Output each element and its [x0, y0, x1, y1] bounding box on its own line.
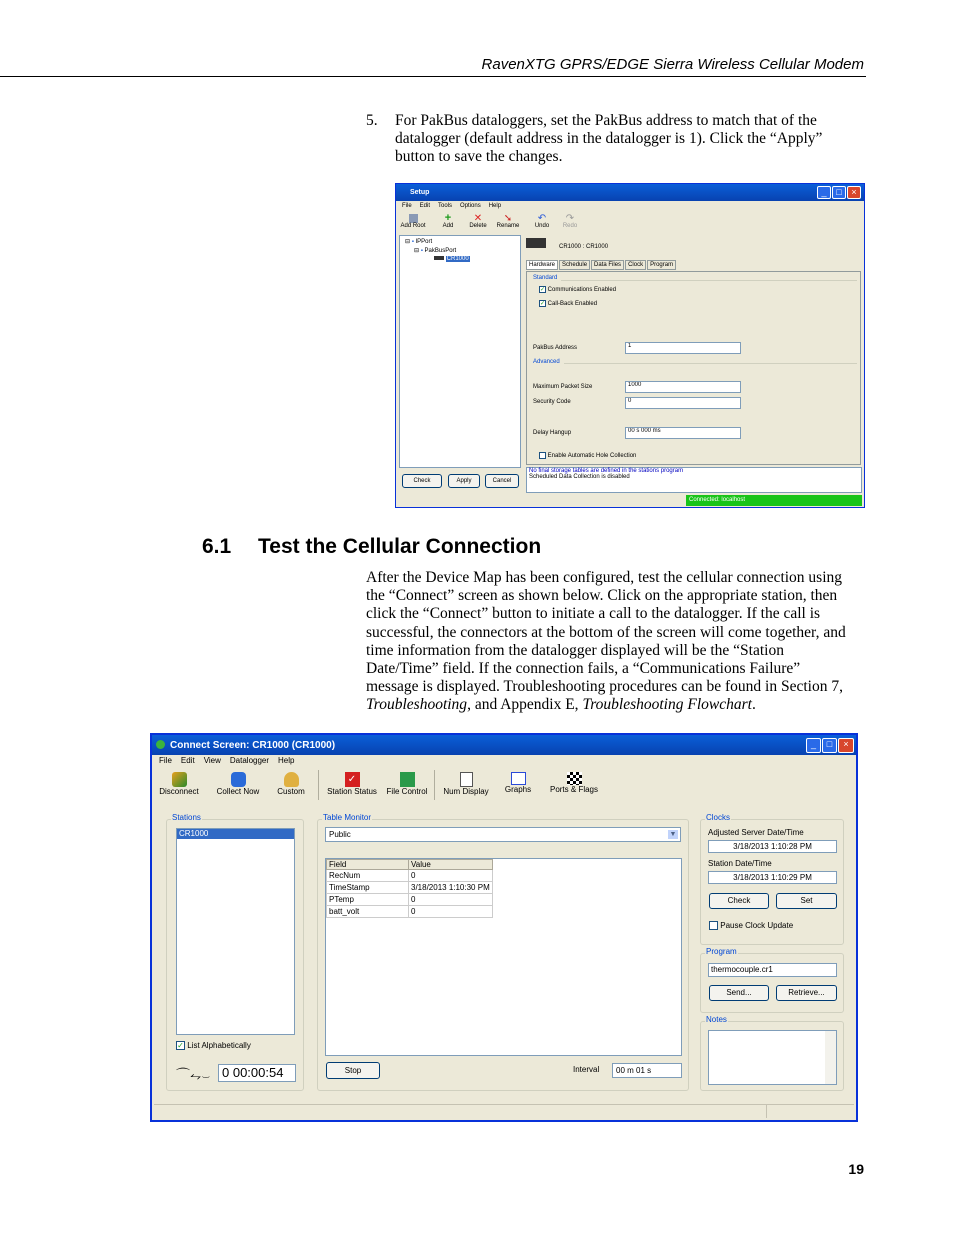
app-icon	[156, 740, 165, 749]
field-cell: RecNum	[327, 870, 409, 882]
collect-icon	[231, 772, 246, 787]
device-label: CR1000 : CR1000	[559, 244, 609, 250]
connect-window	[150, 733, 858, 1122]
toolbar-label: Undo	[534, 223, 550, 229]
callback-enabled-checkbox[interactable]	[539, 300, 597, 307]
divider	[561, 280, 857, 281]
toolbar-separator	[434, 770, 435, 800]
check-button[interactable]: Check	[402, 474, 442, 488]
maximize-icon[interactable]: □	[822, 738, 837, 753]
notes-textarea[interactable]	[708, 1030, 837, 1085]
divider	[564, 363, 857, 364]
max-packet-label: Maximum Packet Size	[533, 384, 593, 390]
body-line: time information from the datalogger displayed will be the “Station	[366, 641, 784, 659]
field-cell: TimeStamp	[327, 882, 409, 894]
plus-icon: +	[444, 212, 452, 224]
section-heading	[202, 535, 541, 559]
station-datetime-label: Station Date/Time	[708, 859, 772, 868]
checkbox-label: List Alphabetically	[187, 1041, 251, 1050]
rename-button[interactable]	[494, 214, 522, 229]
comm-enabled-checkbox[interactable]	[539, 286, 616, 293]
menu-file[interactable]: File	[159, 756, 172, 765]
delay-hangup-spinner[interactable]	[625, 427, 741, 439]
security-code-input[interactable]: 0	[625, 397, 741, 409]
column-header-value[interactable]: Value	[409, 860, 493, 870]
delay-hangup-label: Delay Hangup	[533, 430, 572, 436]
program-group	[700, 953, 844, 1013]
tab-schedule[interactable]: Schedule	[559, 260, 590, 270]
toolbar-label: Rename	[496, 223, 520, 229]
table-header-row	[327, 860, 493, 870]
step5-line: datalogger (default address in the datalogger is 1). Click the “Apply”	[395, 130, 823, 148]
step5-line: For PakBus dataloggers, set the PakBus address to match that of the	[395, 112, 817, 129]
datalogger-icon	[526, 238, 546, 248]
graphs-button[interactable]	[498, 772, 538, 794]
tree-label: PakBusPort	[424, 248, 457, 254]
add-root-icon	[409, 214, 418, 223]
table-row[interactable]	[327, 870, 493, 882]
list-alphabetically-checkbox[interactable]	[176, 1041, 251, 1050]
add-root-button[interactable]	[399, 214, 427, 229]
custom-button[interactable]	[272, 772, 310, 796]
file-control-icon	[400, 772, 415, 787]
adjusted-server-time: 3/18/2013 1:10:28 PM	[708, 840, 837, 853]
status-divider	[766, 1105, 767, 1118]
toolbar-label: Graphs	[504, 785, 532, 794]
toolbar-label: File Control	[386, 787, 428, 796]
station-status-icon: ✓	[345, 772, 360, 787]
delete-button[interactable]	[464, 214, 492, 229]
toolbar-label: Num Display	[443, 787, 489, 796]
interval-spinner[interactable]	[612, 1063, 682, 1078]
menu-edit[interactable]: Edit	[419, 203, 431, 209]
notes-label: Notes	[706, 1015, 727, 1024]
pause-clock-checkbox[interactable]	[709, 921, 793, 930]
checkbox-icon: ✓	[177, 1041, 184, 1051]
body-paragraph	[366, 569, 846, 715]
value-cell: 3/18/2013 1:10:30 PM	[409, 882, 493, 894]
toolbar-label: Disconnect	[159, 787, 199, 796]
checkbox-label: Pause Clock Update	[720, 921, 794, 930]
menu-options[interactable]: Options	[460, 203, 481, 209]
redo-icon: ↷	[565, 213, 575, 224]
delay-hangup-value: 00 s 000 ms	[628, 428, 661, 434]
checkbox-label: Enable Automatic Hole Collection	[547, 453, 637, 460]
undo-icon: ↶	[537, 213, 547, 224]
toolbar-label: Custom	[277, 787, 305, 796]
checkbox-label: Communications Enabled	[547, 287, 617, 294]
cancel-button[interactable]: Cancel	[485, 474, 519, 488]
field-cell: PTemp	[327, 894, 409, 906]
tab-clock[interactable]: Clock	[625, 260, 646, 270]
italic-reference: Troubleshooting Flowchart	[582, 696, 752, 714]
close-icon[interactable]: ×	[838, 738, 854, 753]
body-text: .	[751, 696, 756, 714]
add-button[interactable]	[434, 214, 462, 229]
num-display-icon	[460, 772, 473, 787]
rename-icon: ➘	[503, 213, 513, 224]
scrollbar[interactable]	[825, 1031, 836, 1084]
italic-reference: Troubleshooting	[366, 696, 468, 714]
connector-icon: ⌒⥊⌣	[176, 1067, 211, 1083]
tree-label: IPPort	[415, 239, 433, 245]
tab-strip	[526, 260, 676, 270]
setup-titlebar	[396, 184, 864, 201]
toolbar-label: Station Status	[327, 787, 377, 796]
custom-icon	[284, 772, 299, 787]
connect-title: Connect Screen: CR1000 (CR1000)	[170, 739, 336, 751]
pakbus-address-input[interactable]: 1	[625, 342, 741, 354]
minimize-icon[interactable]: _	[817, 186, 831, 199]
retrieve-button[interactable]: Retrieve...	[776, 985, 837, 1001]
checkbox-label: Call-Back Enabled	[547, 301, 598, 308]
menu-file[interactable]: File	[402, 203, 412, 209]
checkbox-icon	[539, 452, 546, 459]
apply-button[interactable]: Apply	[448, 474, 480, 488]
step-number: 5.	[366, 112, 378, 129]
collect-now-button[interactable]	[214, 772, 262, 796]
tree-label: CR1000	[446, 256, 469, 262]
body-line: message is displayed. Troubleshooting procedures can be found in Section 7,	[366, 678, 843, 696]
connection-status: Connected: localhost	[686, 495, 862, 506]
table-monitor-grid	[325, 858, 682, 1056]
field-cell: batt_volt	[327, 906, 409, 918]
send-button[interactable]: Send...	[709, 985, 769, 1001]
step5-text	[395, 112, 822, 167]
message-box	[526, 467, 862, 493]
toolbar-label: Delete	[469, 223, 487, 229]
menu-datalogger[interactable]: Datalogger	[229, 756, 270, 765]
hole-collection-checkbox[interactable]	[539, 452, 636, 459]
body-line: Date/Time” field. If the connection fails, a “Communications Failure”	[366, 660, 801, 678]
file-control-button[interactable]	[382, 772, 432, 796]
check-button[interactable]: Check	[709, 893, 769, 909]
toolbar-label: Add Root	[400, 223, 426, 229]
pakbus-address-label: PakBus Address	[533, 345, 578, 351]
tree-item-ipport[interactable]: ⊟ ▪ IPPort	[405, 239, 433, 245]
tree-item-pakbusport[interactable]: ⊟ ▪ PakBusPort	[414, 248, 457, 254]
menu-help[interactable]: Help	[488, 203, 502, 209]
body-text: , and Appendix E,	[467, 696, 583, 714]
tab-data-files[interactable]: Data Files	[591, 260, 624, 270]
setup-title: Setup	[410, 189, 430, 196]
elapsed-timer: 0 00:00:54	[218, 1064, 296, 1082]
value-cell: 0	[409, 906, 493, 918]
page-number: 19	[848, 1161, 864, 1177]
close-icon[interactable]: ×	[847, 186, 861, 199]
checkbox-icon: ✓	[540, 301, 546, 307]
message-line: No final storage tables are defined in the stations program	[529, 468, 684, 474]
value-cell: 0	[409, 870, 493, 882]
value-cell: 0	[409, 894, 493, 906]
body-line	[366, 696, 846, 714]
data-table	[326, 859, 493, 918]
toolbar-label: Add	[442, 223, 454, 229]
setup-window	[395, 183, 865, 508]
adjusted-server-label: Adjusted Server Date/Time	[708, 828, 804, 837]
interval-value: 00 m 01 s	[616, 1066, 652, 1075]
station-status-button[interactable]	[324, 772, 380, 796]
advanced-label: Advanced	[533, 359, 560, 365]
set-button[interactable]: Set	[776, 893, 837, 909]
table-select[interactable]	[325, 827, 681, 842]
connect-titlebar	[152, 735, 856, 755]
plug-icon	[172, 772, 187, 787]
tree-item-cr1000[interactable]	[434, 256, 470, 262]
menu-view[interactable]: View	[203, 756, 221, 765]
table-select-value: Public	[329, 830, 351, 839]
toolbar-label: Redo	[562, 223, 578, 229]
table-monitor-label: Table Monitor	[323, 813, 372, 822]
security-code-label: Security Code	[533, 399, 571, 405]
chevron-down-icon[interactable]: ▼	[667, 829, 679, 840]
toolbar-separator	[318, 770, 319, 800]
delete-icon: ✕	[473, 213, 483, 224]
num-display-button[interactable]	[440, 772, 492, 796]
max-packet-input[interactable]: 1000	[625, 381, 741, 393]
graph-icon	[511, 772, 526, 785]
checkbox-icon	[709, 921, 718, 930]
menu-tools[interactable]: Tools	[438, 203, 453, 209]
disconnect-button[interactable]	[156, 772, 202, 796]
tab-program[interactable]: Program	[647, 260, 676, 270]
redo-button[interactable]	[556, 214, 584, 229]
standard-label: Standard	[533, 275, 558, 281]
body-line: successful, the connectors at the bottom of the screen will come together, and	[366, 623, 846, 641]
menu-edit[interactable]: Edit	[180, 756, 195, 765]
toolbar-label: Collect Now	[216, 787, 260, 796]
table-row[interactable]	[327, 894, 493, 906]
body-line: After the Device Map has been configured, test the cellular connection using	[366, 569, 843, 586]
table-row[interactable]	[327, 882, 493, 894]
tab-hardware[interactable]: Hardware	[526, 260, 558, 270]
maximize-icon[interactable]: □	[832, 186, 846, 199]
menu-help[interactable]: Help	[278, 756, 295, 765]
section-number: 6.1	[202, 535, 232, 558]
column-header-field[interactable]: Field	[327, 860, 409, 870]
datalogger-icon	[434, 256, 444, 260]
running-header: RavenXTG GPRS/EDGE Sierra Wireless Cellular Modem	[481, 56, 864, 73]
message-line: Scheduled Data Collection is disabled	[529, 474, 630, 480]
stations-label: Stations	[172, 813, 201, 822]
stop-button[interactable]: Stop	[326, 1062, 380, 1079]
device-tree	[399, 235, 521, 468]
program-label: Program	[706, 947, 737, 956]
interval-label: Interval	[573, 1065, 600, 1074]
ports-flags-button[interactable]	[546, 772, 602, 794]
station-datetime: 3/18/2013 1:10:29 PM	[708, 871, 837, 884]
checkbox-icon: ✓	[540, 287, 546, 293]
flag-icon	[567, 772, 582, 785]
body-line: click the “Connect” button to initiate a call to the datalogger. If the call is	[366, 605, 821, 623]
connect-menubar	[152, 756, 856, 765]
header-rule	[0, 76, 866, 77]
table-row[interactable]	[327, 906, 493, 918]
section-title: Test the Cellular Connection	[258, 535, 542, 558]
body-line: the “Connect” screen as shown below. Click on the appropriate station, then	[366, 587, 838, 605]
toolbar-label: Ports & Flags	[549, 785, 598, 794]
clocks-label: Clocks	[706, 813, 731, 822]
minimize-icon[interactable]: _	[806, 738, 821, 753]
setup-menubar	[396, 203, 864, 209]
undo-button[interactable]	[528, 214, 556, 229]
step5-line: button to save the changes.	[395, 148, 563, 166]
station-item-cr1000[interactable]: CR1000	[177, 829, 294, 839]
program-filename: thermocouple.cr1	[708, 963, 837, 977]
status-bar	[154, 1104, 854, 1118]
stations-list[interactable]	[176, 828, 295, 1035]
